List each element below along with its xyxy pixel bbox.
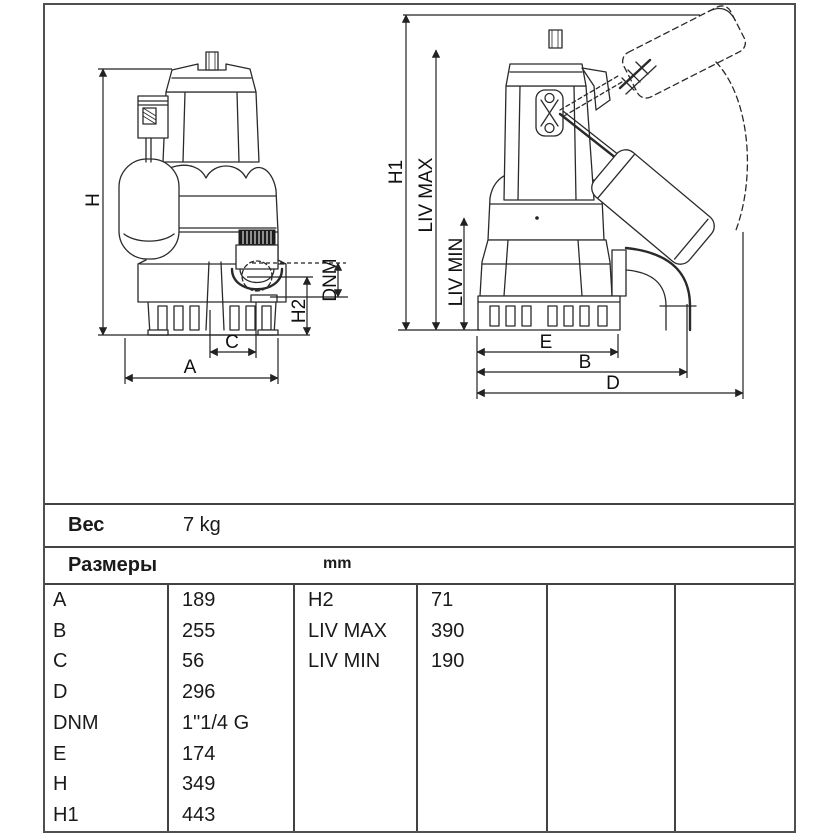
weight-label: Вес bbox=[68, 514, 105, 536]
param-value: 190 bbox=[417, 647, 547, 678]
empty-cell bbox=[547, 647, 675, 678]
empty-cell bbox=[675, 770, 794, 801]
dim-label-liv-min: LIV MIN bbox=[446, 237, 467, 307]
param-name: LIV MAX bbox=[294, 616, 417, 647]
empty-cell bbox=[547, 770, 675, 801]
table-row bbox=[45, 800, 794, 831]
param-name bbox=[294, 708, 417, 739]
param-name bbox=[294, 800, 417, 831]
weight-value: 7 kg bbox=[183, 514, 221, 536]
param-value: 255 bbox=[168, 616, 294, 647]
dim-a bbox=[125, 338, 278, 384]
param-name bbox=[294, 739, 417, 770]
param-name: LIV MIN bbox=[294, 647, 417, 678]
table-row bbox=[45, 647, 794, 678]
param-name: B bbox=[45, 616, 168, 647]
param-value bbox=[417, 708, 547, 739]
dim-label-h1: H1 bbox=[386, 159, 407, 185]
param-name: H1 bbox=[45, 800, 168, 831]
dim-label-a: A bbox=[183, 357, 197, 378]
param-name: C bbox=[45, 647, 168, 678]
table-row bbox=[45, 739, 794, 770]
param-name: D bbox=[45, 677, 168, 708]
table-row bbox=[45, 677, 794, 708]
empty-cell bbox=[547, 616, 675, 647]
empty-cell bbox=[675, 647, 794, 678]
dimensions-unit: mm bbox=[323, 555, 352, 572]
pump-dimension-drawing bbox=[45, 5, 794, 503]
empty-cell bbox=[675, 585, 794, 616]
dim-label-b: B bbox=[578, 352, 592, 373]
param-value: 56 bbox=[168, 647, 294, 678]
param-name bbox=[294, 677, 417, 708]
dimensions-header-label: Размеры bbox=[68, 554, 158, 576]
dim-label-liv-max: LIV MAX bbox=[416, 157, 437, 233]
strainer-slots-right bbox=[490, 306, 607, 326]
empty-cell bbox=[675, 800, 794, 831]
param-value: 443 bbox=[168, 800, 294, 831]
empty-cell bbox=[675, 677, 794, 708]
param-value: 71 bbox=[417, 585, 547, 616]
dimensions-table-wrap bbox=[45, 583, 794, 831]
param-value: 189 bbox=[168, 585, 294, 616]
table-row bbox=[45, 585, 794, 616]
empty-cell bbox=[675, 616, 794, 647]
param-name: E bbox=[45, 739, 168, 770]
outlet-flange-block bbox=[612, 250, 626, 296]
empty-cell bbox=[675, 739, 794, 770]
right-pump-drawing bbox=[386, 5, 749, 399]
param-value: 349 bbox=[168, 770, 294, 801]
table-row bbox=[45, 708, 794, 739]
dim-label-h: H bbox=[83, 193, 104, 207]
dim-label-dnm: DNM bbox=[320, 258, 341, 302]
param-value: 390 bbox=[417, 616, 547, 647]
param-name bbox=[294, 770, 417, 801]
dim-label-h2: H2 bbox=[289, 298, 310, 324]
param-value bbox=[417, 770, 547, 801]
empty-cell bbox=[547, 677, 675, 708]
param-value bbox=[417, 677, 547, 708]
param-name: A bbox=[45, 585, 168, 616]
dimensions-header-row bbox=[45, 546, 794, 583]
dimension-drawing-area bbox=[45, 5, 794, 503]
param-name: H2 bbox=[294, 585, 417, 616]
param-value: 174 bbox=[168, 739, 294, 770]
empty-cell bbox=[547, 739, 675, 770]
param-name: DNM bbox=[45, 708, 168, 739]
param-value: 1"1/4 G bbox=[168, 708, 294, 739]
weight-row bbox=[45, 503, 794, 546]
left-pump-drawing bbox=[83, 52, 348, 384]
float-switch-raised-dashed bbox=[619, 5, 749, 102]
empty-cell bbox=[547, 800, 675, 831]
empty-cell bbox=[675, 708, 794, 739]
empty-cell bbox=[547, 708, 675, 739]
table-row bbox=[45, 770, 794, 801]
param-value bbox=[417, 800, 547, 831]
empty-cell bbox=[547, 585, 675, 616]
dim-label-d: D bbox=[606, 373, 620, 394]
param-value bbox=[417, 739, 547, 770]
dimensions-table bbox=[45, 585, 794, 831]
param-name: H bbox=[45, 770, 168, 801]
float-travel-arc bbox=[716, 62, 747, 230]
dim-label-e: E bbox=[539, 332, 553, 353]
capacitor bbox=[119, 159, 179, 259]
table-row bbox=[45, 616, 794, 647]
cable-gland bbox=[536, 90, 563, 136]
dim-label-c: C bbox=[225, 332, 239, 353]
param-value: 296 bbox=[168, 677, 294, 708]
datasheet-frame bbox=[43, 3, 796, 833]
